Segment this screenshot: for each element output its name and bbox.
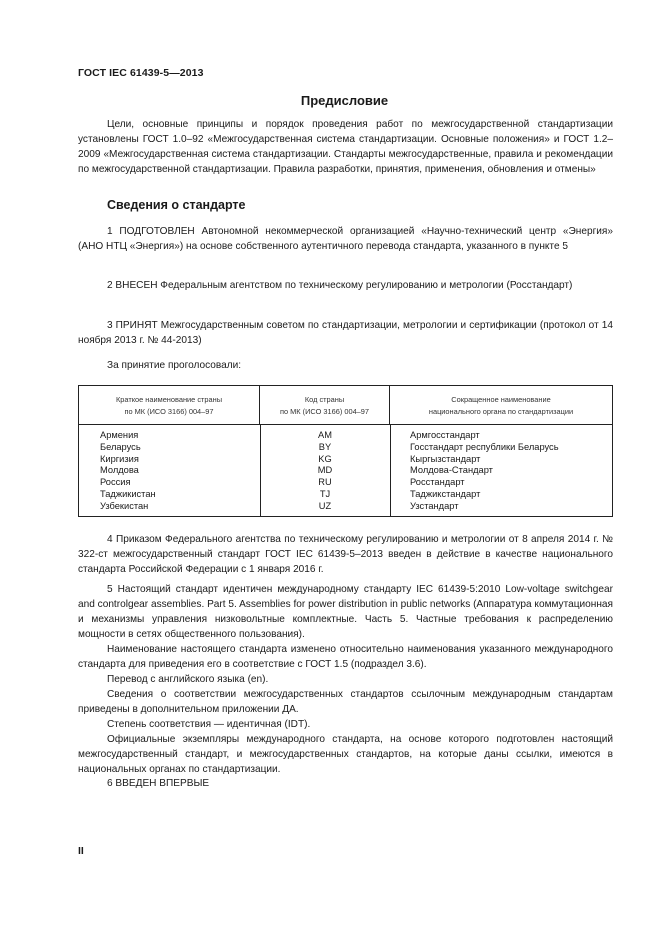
vote-intro: За принятие проголосовали: bbox=[107, 360, 242, 371]
national-body-column bbox=[410, 430, 559, 513]
table-cell: Кыргызстандарт bbox=[410, 453, 481, 464]
table-cell: Таджикистан bbox=[100, 488, 156, 499]
table-cell: Беларусь bbox=[100, 441, 141, 452]
table-cell: Узстандарт bbox=[410, 500, 459, 511]
table-cell: TJ bbox=[319, 488, 331, 499]
item-5-paragraph: 5 Настоящий стандарт идентичен международному стандарту IEC 61439-5:2010 Low-voltage switchgear and controlgear assemblies. Part 5. Assemblies for power distribution in public networks (Аппаратура коммутационная и механизмы управления низковольтные комплектные. Часть 5. Частные требования к распределению мощности в сетях общественного пользования). bbox=[78, 584, 613, 640]
country-name-column bbox=[100, 430, 156, 513]
item-5-official-copies: Официальные экземпляры международного стандарта, на основе которого подготовлен настоящий межгосударственный стандарт, и межгосударственных стандартов, на которые даны ссылки, имеются в национальных органах по стандартизации. bbox=[78, 734, 613, 775]
table-cell: Госстандарт республики Беларусь bbox=[410, 441, 559, 452]
page-number: II bbox=[78, 845, 84, 857]
table-cell: Армгосстандарт bbox=[410, 430, 480, 440]
table-cell: UZ bbox=[318, 500, 332, 511]
table-cell: Киргизия bbox=[100, 453, 139, 464]
item-6-paragraph: 6 ВВЕДЕН ВПЕРВЫЕ bbox=[107, 778, 210, 789]
table-cell: Молдова bbox=[100, 465, 139, 476]
table-cell: Таджикстандарт bbox=[410, 488, 481, 499]
table-divider bbox=[390, 425, 391, 516]
header-country-code: Код страны по МК (ИСО 3166) 004–97 bbox=[260, 386, 390, 425]
document-header: ГОСТ IEC 61439-5—2013 bbox=[78, 67, 204, 79]
section-title: Сведения о стандарте bbox=[107, 198, 246, 212]
table-cell: KG bbox=[318, 453, 332, 464]
table-cell: Росстандарт bbox=[410, 477, 465, 488]
intro-paragraph: Цели, основные принципы и порядок проведения работ по межгосударственной стандартизации установлены ГОСТ 1.0–92 «Межгосударственная система стандартизации. Основные положения» и ГОСТ 1.2–2009 «Межгосударственная система стандартизации. Стандарты межгосударственные, правила и рекомендации по межгосударственной стандартизации. Правила разработки, принятия, применения, обновления и отмены» bbox=[78, 119, 613, 175]
page-title: Предисловие bbox=[300, 93, 389, 108]
item-5-translation: Перевод с английского языка (en). bbox=[107, 674, 269, 685]
countries-table bbox=[78, 385, 613, 517]
header-national-body: Сокращенное наименование национального органа по стандартизации bbox=[428, 394, 574, 416]
table-cell: RU bbox=[318, 477, 332, 488]
table-cell: Молдова-Стандарт bbox=[410, 465, 493, 476]
header-country-name: Краткое наименование страны по МК (ИСО 3166) 004–97 bbox=[79, 386, 260, 425]
country-code-column bbox=[260, 430, 390, 513]
item-3-paragraph: 3 ПРИНЯТ Межгосударственным советом по стандартизации, метрологии и сертификации (протокол от 14 ноября 2013 г. № 44-2013) bbox=[78, 320, 613, 346]
item-2-paragraph: 2 ВНЕСЕН Федеральным агентством по техническому регулированию и метрологии (Росстандарт) bbox=[107, 280, 573, 291]
table-cell: AM bbox=[318, 430, 332, 440]
table-cell: Узбекистан bbox=[100, 500, 149, 511]
table-cell: Россия bbox=[100, 477, 131, 488]
table-cell: MD bbox=[317, 465, 333, 476]
table-cell: Армения bbox=[100, 430, 139, 440]
item-4-paragraph: 4 Приказом Федерального агентства по техническому регулированию и метрологии от 8 апреля 2014 г. № 322-ст межгосударственный стандарт ГОСТ IEC 61439-5–2013 введен в действие в качестве национального стандарта Российской Федерации с 1 января 2016 г. bbox=[78, 534, 613, 575]
table-cell: BY bbox=[318, 441, 332, 452]
table-header bbox=[79, 386, 612, 425]
item-5-references: Сведения о соответствии межгосударственных стандартов ссылочным международным стандартам приведены в дополнительном приложении ДА. bbox=[78, 689, 613, 715]
item-5-conformity: Степень соответствия — идентичная (IDT). bbox=[107, 719, 311, 730]
item-1-paragraph: 1 ПОДГОТОВЛЕН Автономной некоммерческой организацией «Научно-технический центр «Энергия» (АНО НТЦ «Энергия») на основе собственного аутентичного перевода стандарта, указанного в пункте 5 bbox=[78, 226, 613, 252]
item-5-name-change: Наименование настоящего стандарта изменено относительно наименования указанного международного стандарта для приведения его в соответствие с ГОСТ 1.5 (подраздел 3.6). bbox=[78, 644, 613, 670]
